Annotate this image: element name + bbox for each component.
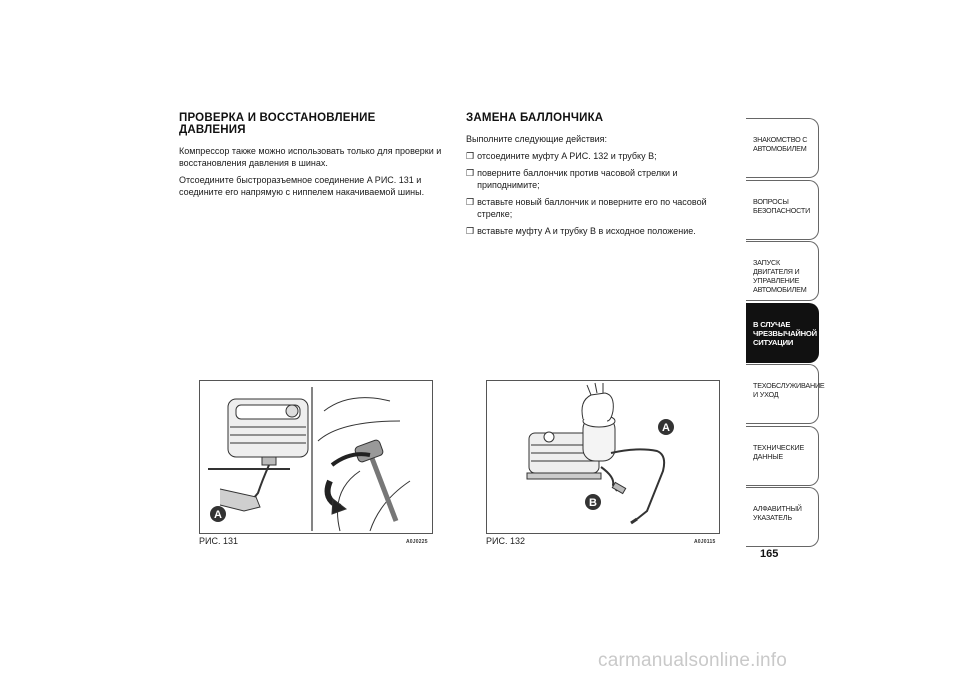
figure-131-illustration	[199, 380, 433, 534]
list-item: ❒ поверните баллончик против часовой стрелки и приподнимите;	[466, 168, 678, 190]
figure-132-caption: РИС. 132	[486, 536, 525, 546]
checkbox-bullet-icon: ❒	[466, 151, 475, 161]
svg-text:A: A	[662, 422, 670, 434]
pressure-paragraph-1: Компрессор также можно использовать только для проверки и восстановления давления в шинах.	[179, 146, 442, 168]
figure-131-code: A0J0225	[406, 539, 428, 545]
cartridge-replacement-drawing	[487, 381, 720, 534]
list-item: ❒ вставьте муфту A и трубку B в исходное положение.	[466, 226, 696, 236]
tab-emergency[interactable]: В СЛУЧАЕ ЧРЕЗВЫЧАЙНОЙ СИТУАЦИИ	[746, 303, 819, 363]
page-number: 165	[760, 548, 779, 560]
chapter-tabs	[746, 118, 825, 549]
tab-maintenance[interactable]: ТЕХОБСЛУЖИВАНИЕ И УХОД	[746, 364, 819, 424]
figure-131-caption: РИС. 131	[199, 536, 238, 546]
right-column	[466, 112, 728, 242]
compressor-hose-drawing	[200, 381, 433, 534]
tab-intro[interactable]: ЗНАКОМСТВО С АВТОМОБИЛЕМ	[746, 118, 819, 178]
section-title-cartridge: ЗАМЕНА БАЛЛОНЧИКА	[466, 112, 604, 124]
label-a-badge	[210, 506, 226, 522]
tab-driving[interactable]: ЗАПУСК ДВИГАТЕЛЯ И УПРАВЛЕНИЕ АВТОМОБИЛЕМ	[746, 241, 819, 301]
pressure-paragraph-2: Отсоедините быстроразъемное соединение A РИС. 131 и соедините его напрямую с ниппелем накачиваемой шины.	[179, 175, 425, 197]
tab-safety[interactable]: ВОПРОСЫ БЕЗОПАСНОСТИ	[746, 180, 819, 240]
label-b-badge	[585, 494, 601, 510]
checkbox-bullet-icon: ❒	[466, 226, 475, 236]
left-column	[179, 112, 443, 203]
figure-132-code: A0J0115	[694, 539, 716, 545]
checkbox-bullet-icon: ❒	[466, 168, 475, 178]
figure-132-illustration	[486, 380, 720, 534]
list-item: ❒ вставьте новый баллончик и поверните его по часовой стрелке;	[466, 197, 707, 219]
tab-index[interactable]: АЛФАВИТНЫЙ УКАЗАТЕЛЬ	[746, 487, 819, 547]
tab-technical-data[interactable]: ТЕХНИЧЕСКИЕ ДАННЫЕ	[746, 426, 819, 486]
svg-text:B: B	[589, 497, 597, 509]
cartridge-intro: Выполните следующие действия:	[466, 134, 608, 144]
list-item: ❒ отсоедините муфту A РИС. 132 и трубку B;	[466, 151, 657, 161]
label-a-badge	[658, 419, 674, 435]
watermark: carmanualsonline.info	[598, 650, 788, 671]
section-title-pressure: ПРОВЕРКА И ВОССТАНОВЛЕНИЕ ДАВЛЕНИЯ	[179, 112, 376, 136]
checkbox-bullet-icon: ❒	[466, 197, 475, 207]
svg-text:A: A	[214, 509, 222, 521]
